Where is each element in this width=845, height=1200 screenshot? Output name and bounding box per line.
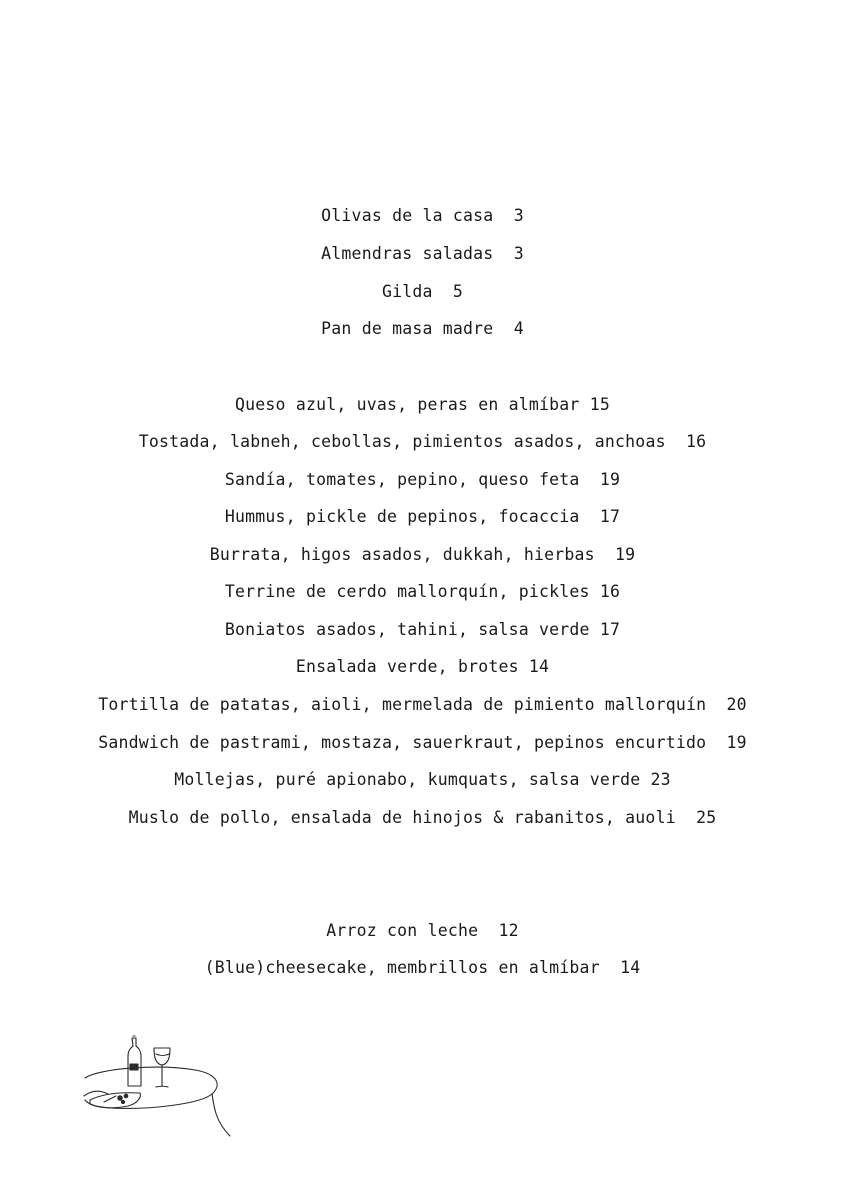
menu-item: Tostada, labneh, cebollas, pimientos asados, anchoas 16 bbox=[138, 432, 707, 451]
menu-item: Olivas de la casa 3 bbox=[321, 206, 524, 225]
menu-item: Mollejas, puré apionabo, kumquats, salsa verde 23 bbox=[174, 770, 671, 789]
menu-item: Sandía, tomates, pepino, queso feta 19 bbox=[224, 470, 621, 489]
menu-item: Boniatos asados, tahini, salsa verde 17 bbox=[224, 620, 621, 639]
menu-item: Almendras saladas 3 bbox=[321, 244, 524, 263]
menu-item: Ensalada verde, brotes 14 bbox=[295, 657, 550, 676]
menu-item: Burrata, higos asados, dukkah, hierbas 19 bbox=[209, 545, 636, 564]
menu-item: Pan de masa madre 4 bbox=[321, 319, 524, 338]
menu-item: (Blue)cheesecake, membrillos en almíbar 14 bbox=[204, 958, 641, 977]
menu-item: Arroz con leche 12 bbox=[326, 921, 519, 940]
menu-item: Gilda 5 bbox=[381, 282, 464, 301]
menu-item: Queso azul, uvas, peras en almíbar 15 bbox=[235, 395, 610, 414]
menu-item: Muslo de pollo, ensalada de hinojos & rabanitos, auoli 25 bbox=[128, 808, 717, 827]
table-wine-illustration-icon bbox=[80, 1030, 240, 1145]
menu-item: Tortilla de patatas, aioli, mermelada de pimiento mallorquín 20 bbox=[98, 695, 747, 714]
menu-item: Hummus, pickle de pepinos, focaccia 17 bbox=[224, 507, 621, 526]
menu-item: Terrine de cerdo mallorquín, pickles 16 bbox=[224, 582, 621, 601]
menu-item: Sandwich de pastrami, mostaza, sauerkraut, pepinos encurtido 19 bbox=[98, 733, 747, 752]
